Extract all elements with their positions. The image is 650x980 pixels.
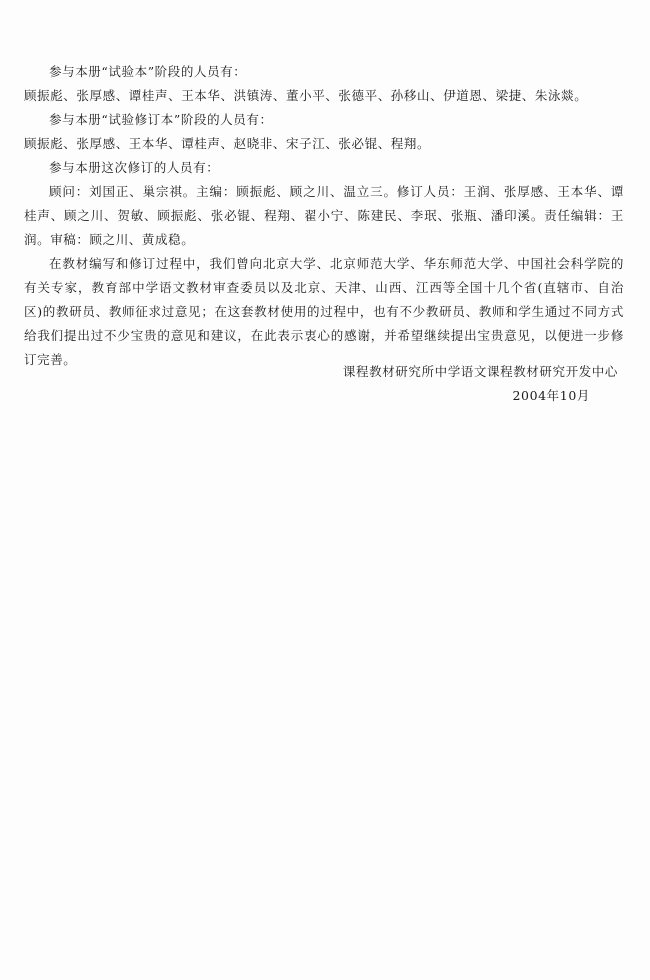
- signature-block: [343, 360, 618, 408]
- acknowledgement-paragraph: 在教材编写和修订过程中，我们曾向北京大学、北京师范大学、华东师范大学、中国社会科学院的有关专家，教育部中学语文教材审查委员以及北京、天津、山西、江西等全国十几个省(直辖市、自治区)的教研员、教师征求过意见；在这套教材使用的过程中，也有不少教研员、教师和学生通过不同方式给我们提出过不少宝贵的意见和建议，在此表示衷心的感谢，并希望继续提出宝贵意见，以便进一步修订完善。: [24, 256, 624, 367]
- current-revision-heading: 参与本册这次修订的人员有：: [49, 160, 220, 175]
- trial-edition-heading: 参与本册“试验本”阶段的人员有：: [49, 64, 247, 79]
- signature-date: 2004年10月: [512, 388, 590, 403]
- credits-section: [24, 60, 624, 372]
- signature-organization: 课程教材研究所中学语文课程教材研究开发中心: [342, 364, 618, 379]
- revised-trial-edition-heading: 参与本册“试验修订本”阶段的人员有：: [49, 112, 273, 127]
- revised-trial-edition-names: 顾振彪、张厚感、王本华、谭桂声、赵晓非、宋子江、张必锟、程翔。: [24, 136, 431, 151]
- trial-edition-names: 顾振彪、张厚感、谭桂声、王本华、洪镇涛、董小平、张德平、孙移山、伊道恩、梁捷、朱泳燚。: [24, 88, 588, 103]
- current-revision-names: 顾问：刘国正、巢宗祺。主编：顾振彪、顾之川、温立三。修订人员：王润、张厚感、王本华、谭桂声、顾之川、贺敏、顾振彪、张必锟、程翔、翟小宁、陈建民、李珉、张瓶、潘印溪。责任编辑：王润。审稿：顾之川、黄成稳。: [24, 184, 624, 247]
